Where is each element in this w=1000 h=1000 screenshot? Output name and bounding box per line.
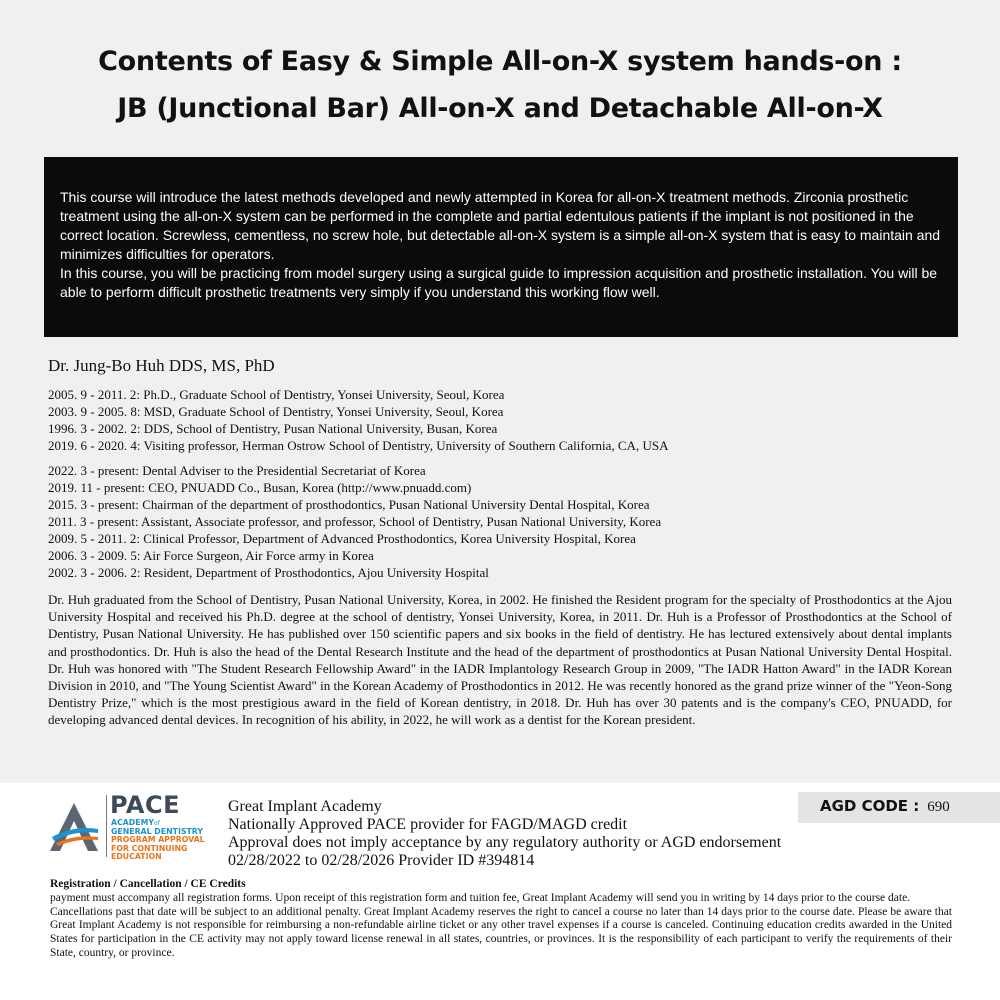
provider-name: Great Implant Academy: [228, 798, 382, 815]
career-item: 2002. 3 - 2006. 2: Resident, Department of Prosthodontics, Ajou University Hospital: [48, 565, 489, 580]
career-item: 2009. 5 - 2011. 2: Clinical Professor, Department of Advanced Prosthodontics, Korea University Hospital, Korea: [48, 531, 636, 546]
pace-line-general-dentistry: GENERAL DENTISTRY: [111, 827, 203, 837]
career-item: 2011. 3 - present: Assistant, Associate professor, and professor, School of Dentistry, Pusan National University, Korea: [48, 514, 662, 529]
education-item: 2005. 9 - 2011. 2: Ph.D., Graduate School of Dentistry, Yonsei University, Seoul, Korea: [48, 387, 505, 402]
provider-info: [228, 798, 781, 870]
pace-line-academy: ACADEMY: [111, 818, 154, 827]
agd-code-value: 690: [927, 799, 950, 815]
title-line-2: JB (Junctional Bar) All-on-X and Detachable All-on-X: [117, 93, 883, 124]
agd-a-logo-icon: [48, 801, 100, 853]
speaker-bio: Dr. Huh graduated from the School of Dentistry, Pusan National University, Korea, in 2002. He finished the Resident program for the specialty of Prosthodontics at the Ajou University Hospital and received his Ph.D. degree at the school of dentistry, Yonsei University, Korea, in 2011. Dr. Huh is a Professor of Prosthodontics at the School of Dentistry, Pusan National University. He has published over 150 scientific papers and six books in the field of dentistry. He has lectured extensively about dental implants and prosthodontics. Dr. Huh is also the head of the Dental Research Institute and the head of the department of prosthodontics at Pusan National University Dental Hospital. Dr. Huh was honored with "The Student Research Fellowship Award" in the IADR Implantology Research Group in 2009, "The IADR Hatton Award" in the IADR Korean Division in 2010, and "The Young Scientist Award" in the Korean Academy of Prosthodontics in 2012. He was recently honored as the grand prize winner of the "Yeon-Song Dentistry Prize," which is the most prestigious award in the field of Korean dentistry, in 2018. Dr. Huh has over 30 patents and is the company's CEO, PNUADD, for developing advanced dental devices. In recognition of his ability, in 2022, he will work as a dentist for the Korean president.: [48, 592, 952, 728]
provider-id: 02/28/2022 to 02/28/2026 Provider ID #394814: [228, 852, 535, 869]
logo-divider: [106, 795, 107, 857]
page-title: [0, 38, 1000, 132]
footer: [0, 783, 1000, 1000]
pace-logo: [48, 791, 213, 861]
education-item: 1996. 3 - 2002. 2: DDS, School of Dentistry, Pusan National University, Busan, Korea: [48, 421, 498, 436]
education-list: [48, 386, 952, 454]
career-item: 2022. 3 - present: Dental Adviser to the Presidential Secretariat of Korea: [48, 463, 426, 478]
intro-paragraph-1: This course will introduce the latest methods developed and newly attempted in Korea for all-on-X treatment methods. Zirconia prosthetic treatment using the all-on-X system can be performed in the complete and partial edentulous patients if the implant is not positioned in the correct location. Screwless, cementless, no screw hole, but detectable all-on-X system is a simple all-on-X system that is easy to maintain and minimizes difficulties for operators.: [60, 189, 941, 262]
provider-approval: Nationally Approved PACE provider for FAGD/MAGD credit: [228, 816, 628, 833]
pace-wordmark: PACE: [110, 791, 180, 819]
education-item: 2019. 6 - 2020. 4: Visiting professor, Herman Ostrow School of Dentistry, University of Southern California, CA, USA: [48, 438, 669, 453]
career-item: 2019. 11 - present: CEO, PNUADD Co., Busan, Korea (http://www.pnuadd.com): [48, 480, 472, 495]
pace-line-of: of: [154, 820, 160, 827]
agd-code-label: AGD CODE :: [820, 797, 920, 815]
career-item: 2015. 3 - present: Chairman of the department of prosthodontics, Pusan National University Dental Hospital, Korea: [48, 497, 650, 512]
pace-line-continuing: FOR CONTINUING: [111, 843, 188, 853]
speaker-name: Dr. Jung-Bo Huh DDS, MS, PhD: [48, 356, 275, 375]
education-item: 2003. 9 - 2005. 8: MSD, Graduate School of Dentistry, Yonsei University, Seoul, Korea: [48, 404, 504, 419]
title-line-1: Contents of Easy & Simple All-on-X system hands-on :: [98, 46, 902, 77]
registration-title: Registration / Cancellation / CE Credits: [50, 878, 246, 890]
pace-subtitle: [111, 819, 205, 861]
pace-line-education: EDUCATION: [111, 851, 162, 861]
speaker-section: [48, 355, 952, 729]
registration-section: [50, 878, 952, 961]
career-item: 2006. 3 - 2009. 5: Air Force Surgeon, Air Force army in Korea: [48, 548, 374, 563]
registration-paragraph-1: payment must accompany all registration forms. Upon receipt of this registration form and tuition fee, Great Implant Academy will send you in writing by 14 days prior to the course date.: [50, 891, 911, 904]
course-intro-box: [44, 157, 958, 337]
career-list: [48, 462, 952, 581]
registration-paragraph-2: Cancellations past that date will be subject to an additional penalty. Great Implant Academy reserves the right to cancel a course no later than 14 days prior to the course date. Please be aware that Great Implant Academy is not responsible for reimbursing a non-refundable airline ticket or any other travel expenses if a course is canceled. Continuing education credits awarded in the United States for participation in the CE activity may not apply toward license renewal in all states, countries, or provinces. It is the responsibility of each participant to verify the requirements of their State, country, or province.: [50, 905, 952, 959]
pace-line-program-approval: PROGRAM APPROVAL: [111, 835, 205, 845]
intro-paragraph-2: In this course, you will be practicing from model surgery using a surgical guide to impression acquisition and prosthetic installation. You will be able to perform difficult prosthetic treatments very simply if you understand this working flow well.: [60, 265, 938, 300]
agd-code-box: [798, 792, 1000, 823]
provider-disclaimer: Approval does not imply acceptance by any regulatory authority or AGD endorsement: [228, 834, 782, 851]
